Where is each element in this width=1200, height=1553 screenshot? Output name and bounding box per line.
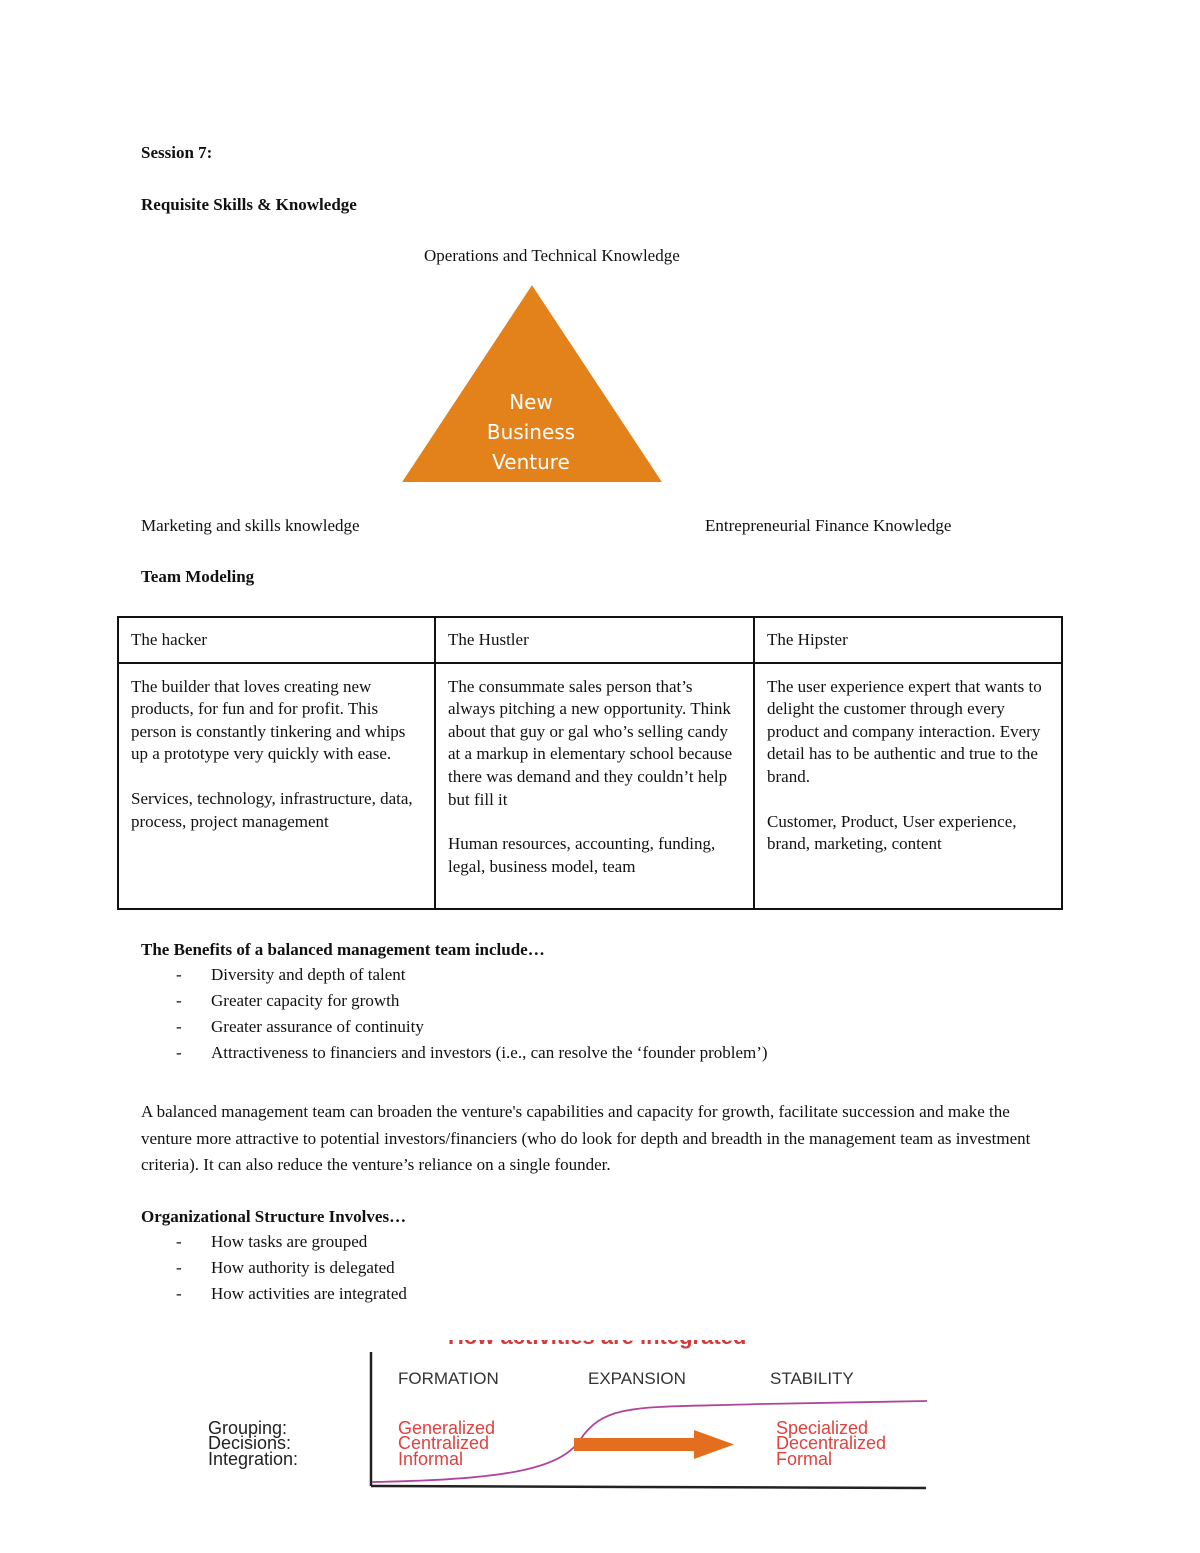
list-item: - Diversity and depth of talent (141, 962, 768, 988)
table-header-cell-hacker: The hacker (118, 617, 435, 663)
skills-heading: Requisite Skills & Knowledge (141, 195, 357, 214)
row-label-integration: Integration: (208, 1449, 299, 1469)
triangle-left-label: Marketing and skills knowledge (141, 516, 360, 535)
org-structure-list (141, 1229, 407, 1307)
hipster-areas: Customer, Product, User experience, brand, marketing, content (767, 811, 1017, 854)
list-item: - How authority is delegated (141, 1255, 407, 1281)
table-header-cell-hustler: The Hustler (435, 617, 754, 663)
transition-arrow (574, 1430, 734, 1459)
table-row (118, 663, 1062, 909)
start-state-integration: Informal (398, 1449, 464, 1469)
row-label-decisions: Decisions: (208, 1433, 292, 1453)
table-cell-hustler (435, 663, 754, 909)
row-label-grouping: Grouping: (208, 1418, 288, 1438)
hipster-description: The user experience expert that wants to delight the customer through every product and company interaction. Every detail has to be authentic and true to the brand. (767, 676, 1042, 786)
list-item: - Attractiveness to financiers and investors (i.e., can resolve the ‘founder problem’) (141, 1040, 768, 1066)
benefits-heading: The Benefits of a balanced management team include… (141, 940, 545, 959)
triangle-right-label: Entrepreneurial Finance Knowledge (705, 516, 952, 535)
team-model-table (117, 616, 1063, 910)
triangle-center-line3: Venture (492, 450, 570, 474)
org-structure-chart (200, 1330, 940, 1500)
end-state-decisions: Decentralized (776, 1433, 887, 1453)
skills-triangle-diagram (400, 283, 664, 485)
list-item: - How tasks are grouped (141, 1229, 407, 1255)
hustler-areas: Human resources, accounting, funding, legal, business model, team (448, 834, 716, 876)
team-heading: Team Modeling (141, 567, 255, 586)
table-cell-hipster (754, 663, 1062, 909)
triangle-center-line2: Business (486, 420, 576, 444)
list-item: - Greater capacity for growth (141, 988, 768, 1014)
org-structure-heading: Organizational Structure Involves… (141, 1207, 407, 1226)
balanced-team-paragraph: A balanced management team can broaden the venture's capabilities and capacity for growth, facilitate succession and make the venture more attractive to potential investors/financiers (who do look for depth and breadth in the management team as investment criteria). It can also reduce the venture’s reliance on a single founder. (141, 1102, 1031, 1174)
stage-label-expansion: EXPANSION (588, 1369, 686, 1388)
table-header-cell-hipster: The Hipster (754, 617, 1062, 663)
triangle-top-label: Operations and Technical Knowledge (424, 246, 680, 265)
stage-label-formation: FORMATION (398, 1369, 499, 1388)
chart-x-axis (371, 1486, 926, 1488)
hacker-areas: Services, technology, infrastructure, data, process, project management (131, 788, 413, 831)
stage-label-stability: STABILITY (770, 1369, 854, 1388)
list-item: - Greater assurance of continuity (141, 1014, 768, 1040)
hacker-description: The builder that loves creating new products, for fun and for profit. This person is constantly tinkering and whips up a prototype very quickly with ease. (131, 676, 406, 764)
end-state-grouping: Specialized (776, 1418, 869, 1438)
benefits-list (141, 962, 768, 1066)
session-title: Session 7: (141, 143, 213, 162)
hustler-description: The consummate sales person that’s always pitching a new opportunity. Think about that guy or gal who’s selling candy at a markup in elementary school because there was demand and they couldn’t help but fill it (448, 676, 733, 809)
end-state-integration: Formal (776, 1449, 833, 1469)
start-state-grouping: Generalized (398, 1418, 496, 1438)
triangle-center-line1: New (509, 390, 553, 414)
start-state-decisions: Centralized (398, 1433, 490, 1453)
list-item: - How activities are integrated (141, 1281, 407, 1307)
table-header-row (118, 617, 1062, 663)
table-cell-hacker (118, 663, 435, 909)
